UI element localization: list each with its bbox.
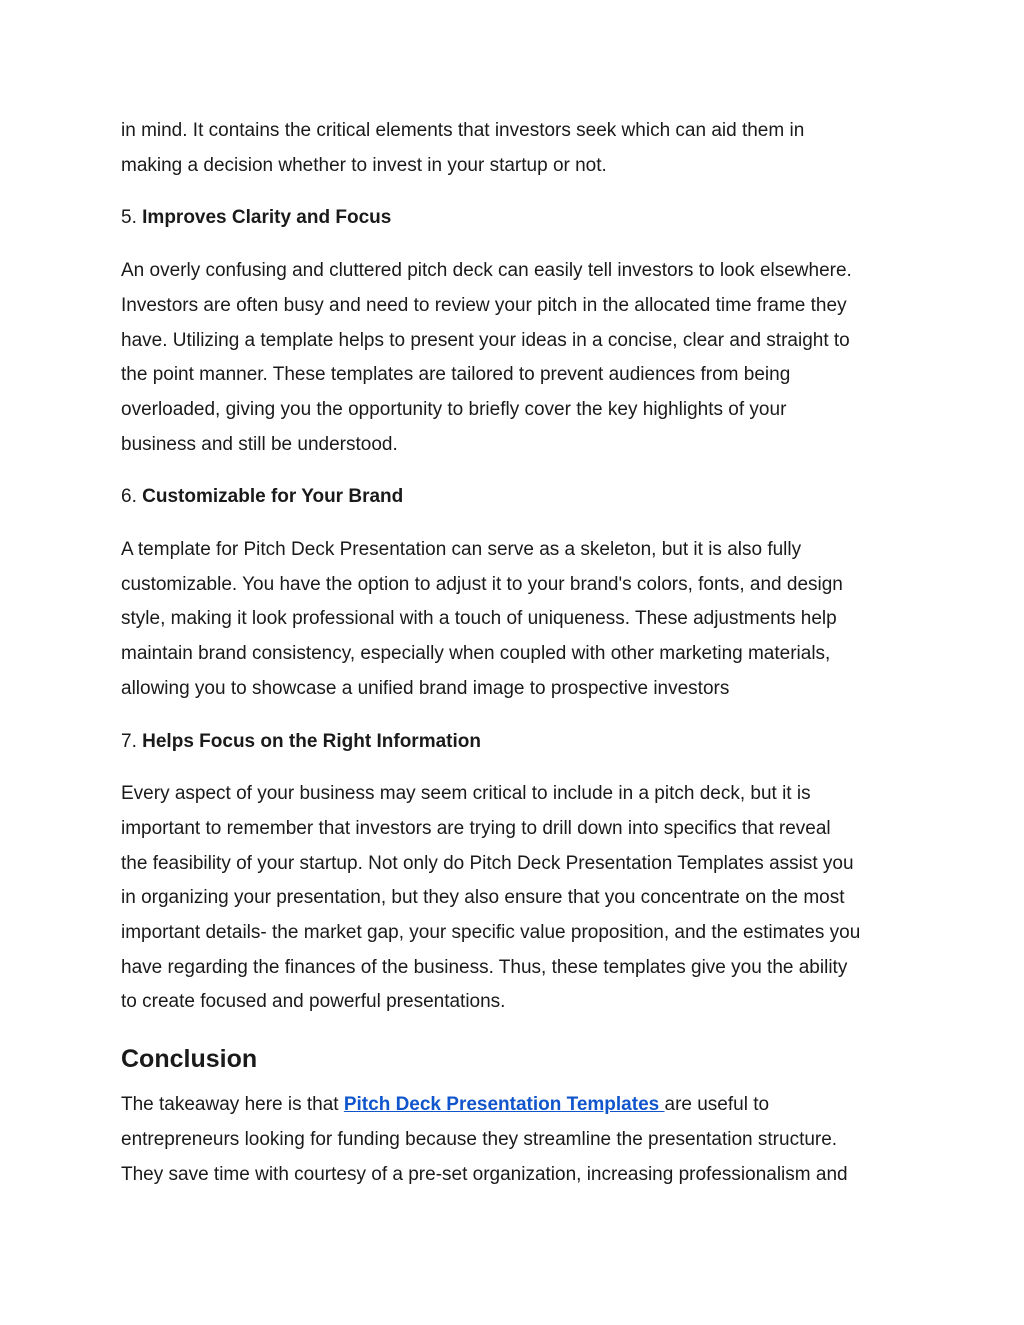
section-number: 6. <box>121 486 137 508</box>
paragraph-line <box>121 1088 911 1123</box>
section-6-paragraph <box>121 533 911 707</box>
paragraph-line: Every aspect of your business may seem critical to include in a pitch deck, but it is <box>121 783 811 805</box>
paragraph-line: They save time with courtesy of a pre-set organization, increasing professionalism and <box>121 1163 848 1185</box>
paragraph-line: have regarding the finances of the business. Thus, these templates give you the ability <box>121 956 848 978</box>
conclusion-heading: Conclusion <box>121 1045 258 1074</box>
paragraph-line: important to remember that investors are trying to drill down into specifics that reveal <box>121 817 831 839</box>
paragraph-line: in mind. It contains the critical elements that investors seek which can aid them in <box>121 120 805 141</box>
document-page <box>121 114 911 1192</box>
section-title: Helps Focus on the Right Information <box>142 730 481 752</box>
conclusion-paragraph <box>121 1088 911 1192</box>
paragraph-line: in organizing your presentation, but they also ensure that you concentrate on the most <box>121 887 845 909</box>
section-7-paragraph <box>121 777 911 1020</box>
section-number: 7. <box>121 730 137 752</box>
paragraph-line: style, making it look professional with a touch of uniqueness. These adjustments help <box>121 608 837 630</box>
section-title: Improves Clarity and Focus <box>142 207 392 229</box>
paragraph-line: overloaded, giving you the opportunity to briefly cover the key highlights of your <box>121 398 787 420</box>
paragraph-line: business and still be understood. <box>121 433 398 455</box>
paragraph-line: allowing you to showcase a unified brand image to prospective investors <box>121 677 730 699</box>
paragraph-line: the feasibility of your startup. Not only do Pitch Deck Presentation Templates assist you <box>121 852 854 874</box>
conclusion-prefix: The takeaway here is that <box>121 1094 344 1116</box>
paragraph-line: have. Utilizing a template helps to present your ideas in a concise, clear and straight to <box>121 329 850 351</box>
paragraph-line: to create focused and powerful presentations. <box>121 991 506 1013</box>
paragraph-line: the point manner. These templates are tailored to prevent audiences from being <box>121 364 791 386</box>
paragraph-line: entrepreneurs looking for funding because they streamline the presentation structure. <box>121 1128 838 1150</box>
paragraph-line: customizable. You have the option to adjust it to your brand's colors, fonts, and design <box>121 573 843 595</box>
section-5-paragraph <box>121 254 911 462</box>
section-6-heading <box>121 480 911 515</box>
section-7-heading <box>121 725 911 760</box>
conclusion-suffix: are useful to <box>664 1094 770 1116</box>
paragraph-line: making a decision whether to invest in your startup or not. <box>121 154 607 176</box>
section-number: 5. <box>121 207 137 229</box>
paragraph-line: important details- the market gap, your specific value proposition, and the estimates you <box>121 922 861 944</box>
section-title: Customizable for Your Brand <box>142 486 404 508</box>
paragraph-line: maintain brand consistency, especially when coupled with other marketing materials, <box>121 643 831 665</box>
paragraph-line: Investors are often busy and need to review your pitch in the allocated time frame they <box>121 294 847 316</box>
paragraph-line: An overly confusing and cluttered pitch deck can easily tell investors to look elsewhere. <box>121 260 852 282</box>
intro-paragraph <box>121 114 911 183</box>
paragraph-line: A template for Pitch Deck Presentation can serve as a skeleton, but it is also fully <box>121 539 802 561</box>
pitch-deck-templates-link[interactable]: Pitch Deck Presentation Templates <box>343 1094 665 1116</box>
section-5-heading <box>121 201 911 236</box>
